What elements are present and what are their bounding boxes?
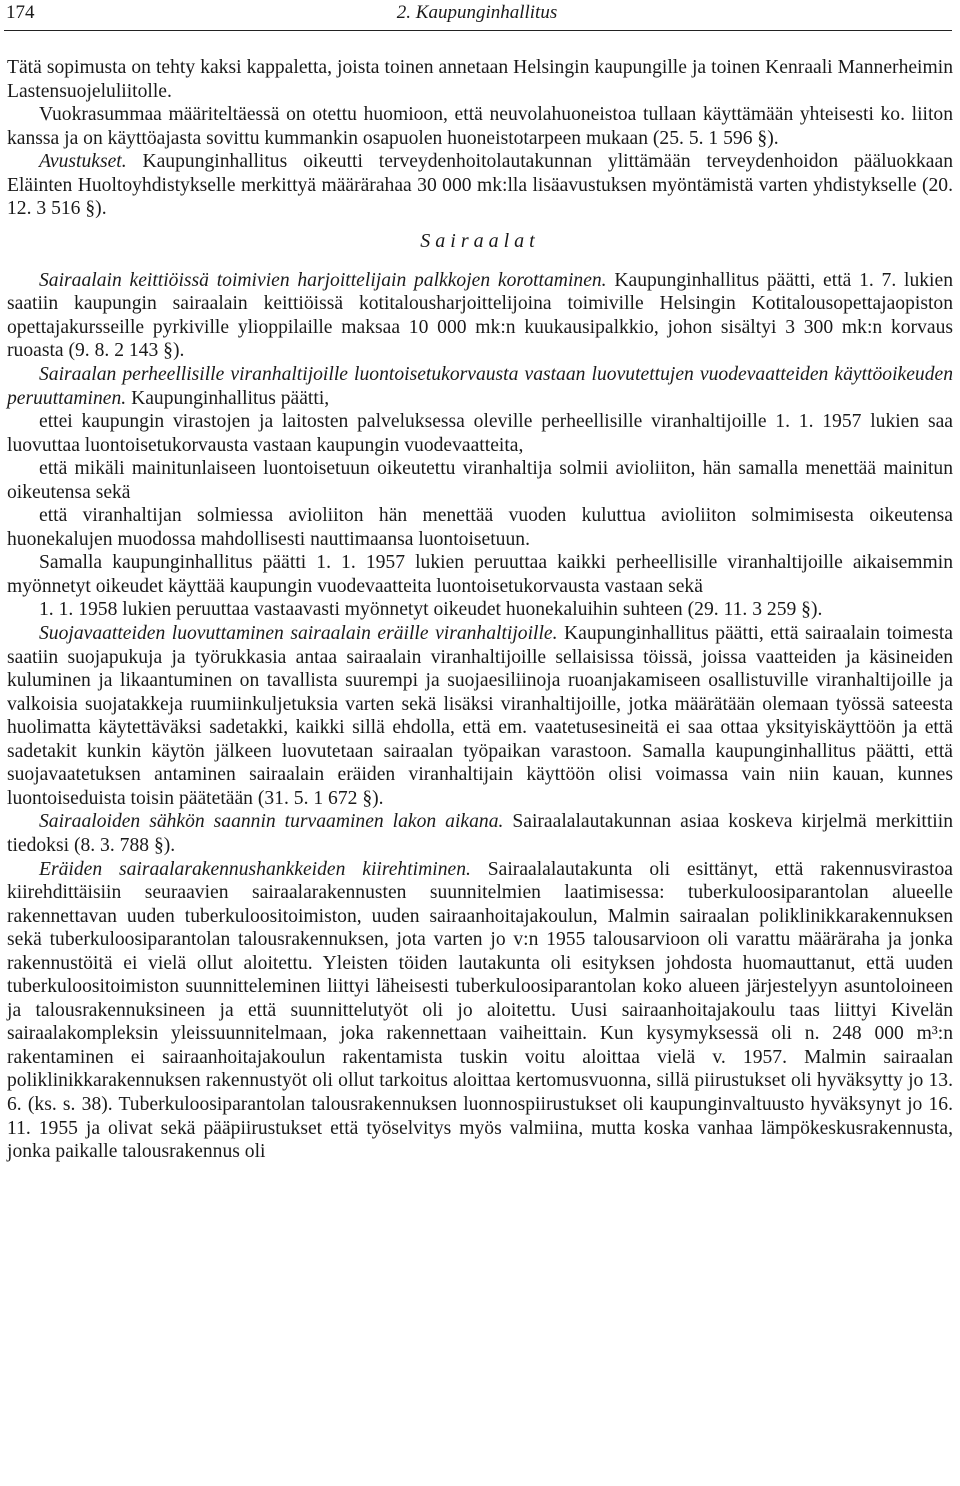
paragraph <box>7 598 953 622</box>
paragraph <box>7 103 953 150</box>
paragraphs-bottom <box>7 269 953 1164</box>
paragraph-text: Tätä sopimusta on tehty kaksi kappaletta, joista toinen annetaan Helsingin kaupungille ja toinen Kenraali Mannerheimin Lastensuojeluliitolle. <box>7 57 953 102</box>
paragraph <box>7 56 953 103</box>
paragraph-text: Kaupunginhallitus oikeutti terveydenhoitolautakunnan ylittämään terveydenhoidon pääluokkaan Eläinten Huoltoyhdistykselle merkittyä määrärahaa 30 000 mk:lla lisäavustuksen myöntämistä varten yhdistykselle (20. 12. 3 516 §). <box>7 151 953 220</box>
paragraph <box>7 457 953 504</box>
paragraph-text: Samalla kaupunginhallitus päätti 1. 1. 1957 lukien peruuttaa kaikki perheellisille viranhaltijoille aikaisemmin myönnetyt oikeudet käyttää kaupungin vuodevaatteita luontoisetukorvausta vastaan sekä <box>7 552 953 597</box>
paragraph <box>7 551 953 598</box>
paragraph <box>7 269 953 363</box>
paragraph <box>7 410 953 457</box>
paragraph-text: 1. 1. 1958 lukien peruuttaa vastaavasti myönnetyt oikeudet huonekaluihin suhteen (29. 11. 3 259 §). <box>39 599 823 621</box>
page-number: 174 <box>6 2 35 23</box>
paragraph <box>7 150 953 221</box>
paragraph-text: Kaupunginhallitus päätti, <box>126 387 330 409</box>
page-header <box>6 0 948 30</box>
paragraph-text: että viranhaltijan solmiessa avioliiton hän menettää vuoden kuluttua avioliiton solmimisesta oikeutensa huonekalujen muodossa mahdollisesti nauttimaansa luontoisetuun. <box>7 505 953 550</box>
paragraph-text: Vuokrasummaa määriteltäessä on otettu huomioon, että neuvolahuoneistoa tullaan käyttämään yhteisesti ko. liiton kanssa ja on käyttöajasta sovittu kummankin osapuolen huoneistotarpeen mukaan (25. 5. 1 596 §). <box>7 104 953 149</box>
paragraph <box>7 622 953 810</box>
paragraph-text: Sairaalalautakunnan asiaa koskeva kirjelmä merkittiin tiedoksi (8. 3. 788 §). <box>7 811 953 856</box>
paragraph <box>7 810 953 857</box>
paragraph-lead-italic: Suojavaatteiden luovuttaminen sairaalain eräille viranhaltijoille. <box>39 623 558 645</box>
paragraphs-top <box>7 56 953 221</box>
section-heading: Sairaalat <box>420 229 540 252</box>
paragraph-text: Kaupunginhallitus päätti, että 1. 7. lukien saatiin kaupungin sairaalain keittiöissä kotitalousharjoittelijoina toimiville Helsingin Kotitalousopettajaopiston opettajakursseille pyrkiville ylioppilaille maksaa 10 000 mk:n kuukausipalkkio, johon sisältyi 3 300 mk:n korvaus ruoasta (9. 8. 2 143 §). <box>7 269 953 362</box>
body-text <box>7 56 953 1480</box>
paragraph-lead-italic: Sairaalan perheellisille viranhaltijoille luontoisetukorvausta vastaan luovutettujen vuodevaatteiden käyttöoikeuden peruuttaminen. <box>7 364 953 409</box>
header-rule <box>4 30 952 31</box>
paragraph-lead-italic: Sairaaloiden sähkön saannin turvaaminen lakon aikana. <box>39 811 504 833</box>
paragraph <box>7 363 953 410</box>
paragraph-lead-italic: Avustukset. <box>39 151 127 173</box>
running-head: 2. Kaupunginhallitus <box>396 2 558 23</box>
paragraph-text: että mikäli mainitunlaiseen luontoisetuun oikeutettu viranhaltija solmii avioliiton, hän samalla menettää mainitun oikeutensa sekä <box>7 458 953 503</box>
paragraph <box>7 858 953 1164</box>
paragraph-lead-italic: Eräiden sairaalarakennushankkeiden kiirehtiminen. <box>39 858 471 880</box>
paragraph-lead-italic: Sairaalain keittiöissä toimivien harjoittelijain palkkojen korottaminen. <box>39 269 607 291</box>
paragraph-text: ettei kaupungin virastojen ja laitosten palveluksessa oleville perheellisille viranhaltijoille 1. 1. 1957 lukien saa luovuttaa luontoisetukorvausta vastaan kaupungin vuodevaatteita, <box>7 411 953 456</box>
paragraph <box>7 504 953 551</box>
paragraph-text: Kaupunginhallitus päätti, että sairaalain toimesta saatiin suojapukuja ja työrukkasia antaa sairaalain viranhaltijoille sellaisissa töissä, joissa vaatteiden ja käsineiden kuluminen ja likaantuminen on tavallista suurempi ja suojaesiliinoja ruoanjakamiseen osallistuville viranhaltijoille ja valkoisia suojatakkeja ruumiinkuljetuksia varten sekä lisäksi viranhaltijoille, jotka määrätään olemaan työssä sateesta huolimatta käytettäväksi sadetakki, kaikki sillä ehdolla, että em. vaatetusesineitä ei saa ottaa yksityiskäyttöön ja että sadetakit kunkin käytön jälkeen luovutetaan sairaalan työpaikan varastoon. Samalla kaupunginhallitus päätti, että suojavaatetuksen antaminen sairaalain eräiden viranhaltijain käyttöön olisi voimassa vain niin kauan, kunnes luontoiseduista toisin päätetään (31. 5. 1 672 §). <box>7 623 953 809</box>
paragraph-text: Sairaalalautakunta oli esittänyt, että rakennusvirastoa kiirehdittäisiin seuraavien sairaalarakennusten suunnitelmien laatimisessa: tuberkuloosiparantolan alueelle rakennettavan uuden tuberkuloositoimiston, uuden sairaanhoitajakoulun, Malmin sairaalan poliklinikkarakennuksen sekä tuberkuloosiparantolan talousrakennuksen, jota varten jo v:n 1955 talousarvioon oli varattu määräraha ja jonka rakennustöitä ei vielä ollut aloitettu. Yleisten töiden lautakunta oli esityksen johdosta huomauttanut, että uuden tuberkuloositoimiston suunnitteleminen liittyi läheisesti tuberkuloosiparantolan koko alueen järjestelyyn asuntoloineen ja talousrakennuksineen ja että suunnittelutyöt oli jo aloitettu. Uusi sairaanhoitajakoulu taas liittyi Kivelän sairaalakompleksin yleissuunnitelmaan, joka rakennettaan vaiheittain. Kun kysymyksessä oli n. 248 000 m³:n rakentaminen ei sairaanhoitajakoulun rakentamista tuskin voitu aloittaa vielä v. 1957. Malmin sairaalan poliklinikkarakennuksen rakennustyöt oli ollut tarkoitus aloittaa kertomusvuonna, sillä piirustukset oli hyväksytty jo 13. 6. (ks. s. 38). Tuberkuloosiparantolan talousrakennuksen luonnospiirustukset oli kaupunginvaltuusto hyväksynyt jo 16. 11. 1955 ja olivat sekä pääpiirustukset että työselvitys myös valmiina, mutta koska vanhaa lämpökeskusrakennusta, jonka paikalle talousrakennus oli <box>7 858 953 1163</box>
